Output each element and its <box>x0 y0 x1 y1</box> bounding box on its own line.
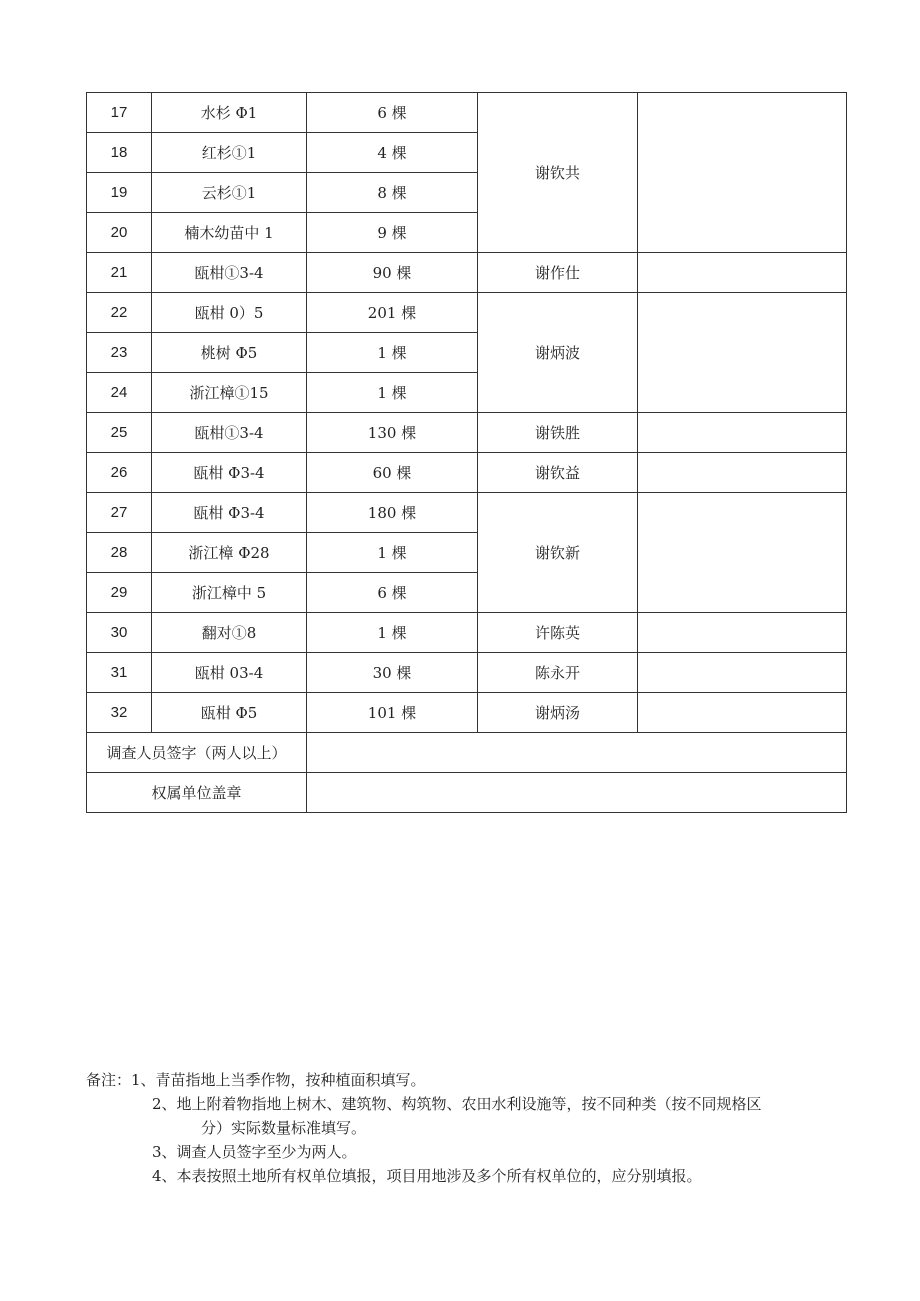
tree-name: 红杉①1 <box>152 133 307 173</box>
remarks-cell <box>638 93 847 253</box>
tree-quantity: 4 棵 <box>307 133 478 173</box>
tree-name: 浙江樟①15 <box>152 373 307 413</box>
owner-name: 谢炳汤 <box>478 693 638 733</box>
survey-table <box>86 92 847 813</box>
owner-name: 陈永开 <box>478 653 638 693</box>
owner-name: 谢钦新 <box>478 493 638 613</box>
remarks-cell <box>638 653 847 693</box>
tree-quantity: 180 棵 <box>307 493 478 533</box>
remarks-cell <box>638 613 847 653</box>
remarks-cell <box>638 413 847 453</box>
row-number: 27 <box>87 493 152 533</box>
tree-name: 瓯柑①3-4 <box>152 413 307 453</box>
remarks-cell <box>638 253 847 293</box>
tree-quantity: 1 棵 <box>307 533 478 573</box>
signature-row <box>87 733 847 773</box>
tree-name: 瓯柑 Φ3-4 <box>152 493 307 533</box>
signature-label: 调查人员签字（两人以上） <box>87 733 307 773</box>
note-2: 2、地上附着物指地上树木、建筑物、构筑物、农田水利设施等，按不同种类（按不同规格区 <box>152 1095 762 1113</box>
row-number: 26 <box>87 453 152 493</box>
remarks-cell <box>638 293 847 413</box>
tree-name: 水杉 Φ1 <box>152 93 307 133</box>
tree-quantity: 90 棵 <box>307 253 478 293</box>
tree-name: 翻对①8 <box>152 613 307 653</box>
row-number: 21 <box>87 253 152 293</box>
remarks-cell <box>638 493 847 613</box>
row-number: 32 <box>87 693 152 733</box>
tree-name: 瓯柑 0）5 <box>152 293 307 333</box>
row-number: 29 <box>87 573 152 613</box>
table-row <box>87 613 847 653</box>
tree-name: 浙江樟中 5 <box>152 573 307 613</box>
row-number: 17 <box>87 93 152 133</box>
tree-name: 瓯柑①3-4 <box>152 253 307 293</box>
remarks-cell <box>638 453 847 493</box>
note-1: 备注：1、青苗指地上当季作物，按种植面积填写。 <box>86 1071 426 1089</box>
row-number: 20 <box>87 213 152 253</box>
tree-quantity: 9 棵 <box>307 213 478 253</box>
table-row <box>87 493 847 533</box>
tree-quantity: 6 棵 <box>307 573 478 613</box>
table-row <box>87 93 847 133</box>
remarks-cell <box>638 693 847 733</box>
row-number: 23 <box>87 333 152 373</box>
tree-name: 桃树 Φ5 <box>152 333 307 373</box>
table-row <box>87 293 847 333</box>
tree-name: 瓯柑 Φ3-4 <box>152 453 307 493</box>
tree-quantity: 1 棵 <box>307 373 478 413</box>
notes-section <box>86 1068 866 1188</box>
row-number: 25 <box>87 413 152 453</box>
table-row <box>87 693 847 733</box>
tree-name: 浙江樟 Φ28 <box>152 533 307 573</box>
note-2-continued: 分）实际数量标准填写。 <box>201 1119 367 1137</box>
tree-quantity: 60 棵 <box>307 453 478 493</box>
table-row <box>87 453 847 493</box>
row-number: 18 <box>87 133 152 173</box>
row-number: 24 <box>87 373 152 413</box>
owner-name: 谢作仕 <box>478 253 638 293</box>
row-number: 28 <box>87 533 152 573</box>
tree-name: 瓯柑 Φ5 <box>152 693 307 733</box>
tree-quantity: 130 棵 <box>307 413 478 453</box>
owner-name: 谢炳波 <box>478 293 638 413</box>
owner-name: 谢钦共 <box>478 93 638 253</box>
tree-quantity: 1 棵 <box>307 613 478 653</box>
tree-quantity: 6 棵 <box>307 93 478 133</box>
table-row <box>87 653 847 693</box>
row-number: 30 <box>87 613 152 653</box>
tree-quantity: 30 棵 <box>307 653 478 693</box>
table-row <box>87 253 847 293</box>
owner-name: 谢钦益 <box>478 453 638 493</box>
tree-quantity: 101 棵 <box>307 693 478 733</box>
row-number: 22 <box>87 293 152 333</box>
owner-name: 许陈英 <box>478 613 638 653</box>
tree-name: 云杉①1 <box>152 173 307 213</box>
row-number: 31 <box>87 653 152 693</box>
seal-row <box>87 773 847 813</box>
owner-name: 谢铁胜 <box>478 413 638 453</box>
table-row <box>87 413 847 453</box>
note-4: 4、本表按照土地所有权单位填报，项目用地涉及多个所有权单位的，应分别填报。 <box>152 1167 702 1185</box>
tree-name: 楠木幼苗中 1 <box>152 213 307 253</box>
tree-quantity: 8 棵 <box>307 173 478 213</box>
tree-name: 瓯柑 03-4 <box>152 653 307 693</box>
row-number: 19 <box>87 173 152 213</box>
note-3: 3、调查人员签字至少为两人。 <box>152 1143 357 1161</box>
tree-quantity: 1 棵 <box>307 333 478 373</box>
signature-field[interactable] <box>307 733 847 773</box>
tree-quantity: 201 棵 <box>307 293 478 333</box>
seal-label: 权属单位盖章 <box>87 773 307 813</box>
seal-field[interactable] <box>307 773 847 813</box>
